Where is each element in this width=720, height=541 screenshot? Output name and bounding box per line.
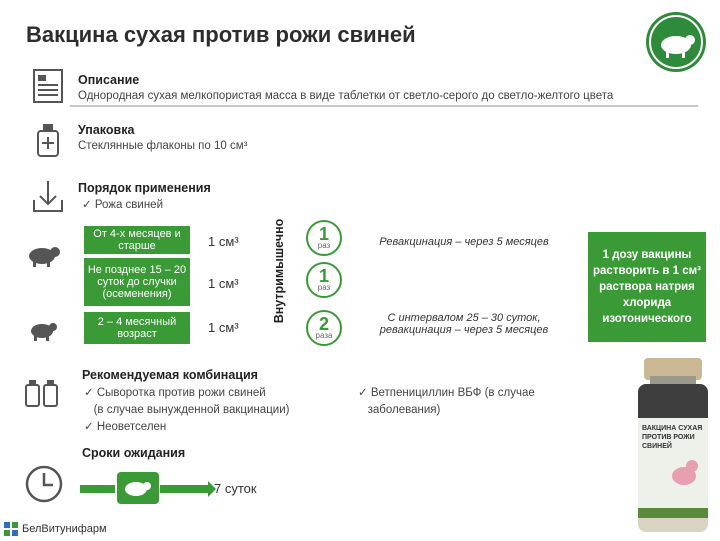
dissolve-instructions: 1 дозу вакцины растворить в 1 см³ раствора натрия хлорида изотонического [588, 232, 706, 342]
waiting-value: 7 суток [214, 481, 257, 496]
company-name: БелВитунифарм [22, 523, 107, 535]
group-box-2: Не позднее 15 – 20 суток до случки (осеменения) [84, 258, 190, 306]
group-box-3: 2 – 4 месячный возраст [84, 312, 190, 344]
dose-3: 1 см³ [208, 320, 239, 335]
pig-icon [24, 240, 64, 270]
combination-left-3: ✓ Неоветселен [84, 421, 167, 433]
usage-subheading: ✓ Рожа свиней [82, 199, 163, 211]
pig-circle-icon [117, 472, 159, 504]
times-badge-1: 1 раз [306, 220, 342, 256]
combination-left-1: ✓ Сыворотка против рожи свиней [84, 387, 266, 399]
combination-heading: Рекомендуемая комбинация [82, 368, 258, 382]
route-label: Внутримышечно [272, 218, 286, 323]
group-box-1: От 4-х месяцев и старше [84, 226, 190, 254]
vials-icon [22, 378, 62, 408]
revaccination-note-3: С интервалом 25 – 30 суток, ревакцинация – через 5 месяцев [379, 312, 549, 336]
piglet-icon [24, 315, 64, 345]
revaccination-note-1: Ревакцинация – через 5 месяцев [379, 236, 549, 248]
times-badge-3: 2 раза [306, 310, 342, 346]
download-arrow-icon [30, 178, 66, 214]
timeline-bar-right [160, 485, 208, 493]
bottle-icon [30, 122, 66, 158]
waiting-heading: Сроки ожидания [82, 446, 186, 460]
combination-right-2: заболевания) [358, 404, 441, 416]
divider [70, 105, 698, 107]
pig-logo-icon [646, 12, 706, 72]
clock-icon [24, 464, 64, 504]
company-logo-icon [4, 522, 18, 536]
dose-1: 1 см³ [208, 234, 239, 249]
timeline-bar-left [80, 485, 115, 493]
document-icon [30, 68, 66, 104]
description-text: Однородная сухая мелкопористая масса в виде таблетки от светло-серого до светло-желтого цвета [78, 90, 614, 102]
times-badge-2: 1 раз [306, 262, 342, 298]
page-title: Вакцина сухая против рожи свиней [26, 22, 416, 47]
description-heading: Описание [78, 73, 140, 87]
usage-heading: Порядок применения [78, 181, 211, 195]
vial-label: ВАКЦИНА СУХАЯ ПРОТИВ РОЖИ СВИНЕЙ [642, 425, 703, 450]
packaging-text: Стеклянные флаконы по 10 см³ [78, 140, 248, 152]
packaging-heading: Упаковка [78, 123, 135, 137]
combination-right-1: ✓ Ветпенициллин ВБФ (в случае [358, 387, 535, 399]
dose-2: 1 см³ [208, 276, 239, 291]
vaccine-vial-image [632, 358, 714, 533]
combination-left-2: (в случае вынужденной вакцинации) [84, 404, 290, 416]
